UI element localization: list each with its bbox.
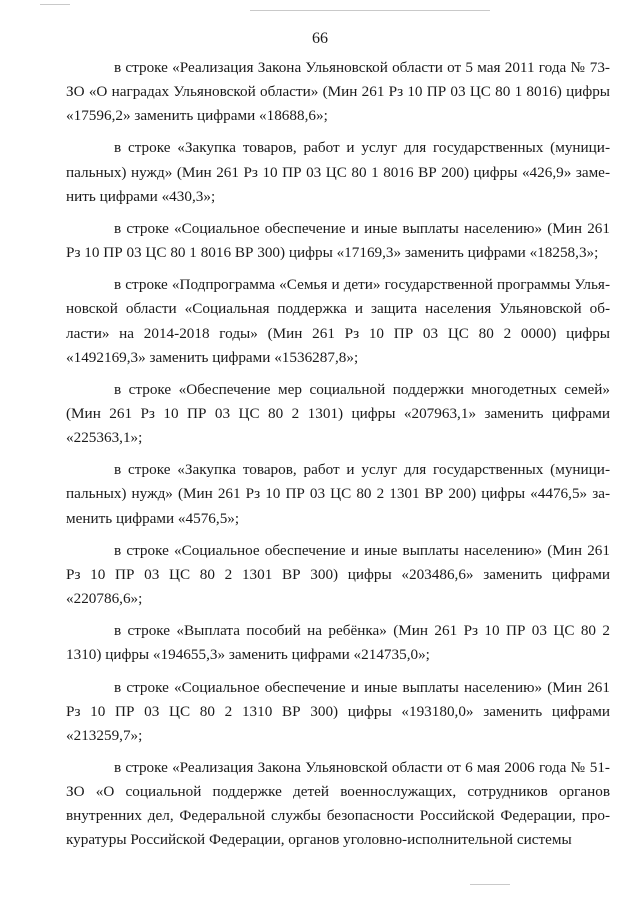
paragraph: в строке «Обеспечение мер социальной поддержки многодетных семей» (Мин 261 Рз 10 ПР 03 ЦС 80 2 1301) цифры «207963,1» заменить цифрами «225363,1»; bbox=[66, 380, 610, 447]
paragraph: в строке «Социальное обеспечение и иные выплаты населению» (Мин 261 Рз 10 ПР 03 ЦС 80 2 1310 ВР 300) цифры «193180,0» заменить цифрами «213259,7»; bbox=[66, 678, 610, 744]
paragraph: в строке «Реализация Закона Ульяновской области от 5 мая 2011 года № 73-ЗО «О наградах Ульяновской области» (Мин 261 Рз 10 ПР 03 ЦС 80 1 8016) цифры «17596,2» заменить цифрами «18688,6»; bbox=[66, 59, 610, 125]
paragraph: в строке «Подпрограмма «Семья и дети» государственной программы Ульяновской области «Социальная поддержка и защита населения Ульяновской области» на 2014-2018 годы» (Мин 261 Рз 10 ПР 03 ЦС 80 2 0000) цифры «1492169,3» заменить цифрами «1536287,8»; bbox=[66, 276, 610, 366]
paragraph: в строке «Выплата пособий на ребёнка» (Мин 261 Рз 10 ПР 03 ЦС 80 2 1310) цифры «194655,3» заменить цифрами «214735,0»; bbox=[66, 622, 610, 664]
document-body bbox=[66, 56, 610, 861]
paragraph: в строке «Закупка товаров, работ и услуг для государственных (муниципальных) нужд» (Мин 261 Рз 10 ПР 03 ЦС 80 2 1301 ВР 200) цифры «4476,5» заменить цифрами «4576,5»; bbox=[66, 461, 610, 527]
paragraph: в строке «Реализация Закона Ульяновской области от 6 мая 2006 года № 51-ЗО «О социальной поддержке детей военнослужащих, сотрудников органов внутренних дел, Федеральной службы безопасности Российской Федерации, прокуратуры Российской Федерации, органов уголовно-исполнительной системы bbox=[66, 759, 610, 849]
scan-artifact bbox=[40, 4, 70, 5]
scan-artifact bbox=[250, 10, 490, 11]
paragraph: в строке «Социальное обеспечение и иные выплаты населению» (Мин 261 Рз 10 ПР 03 ЦС 80 1 8016 ВР 300) цифры «17169,3» заменить цифрами «18258,3»; bbox=[66, 219, 610, 262]
paragraph: в строке «Социальное обеспечение и иные выплаты населению» (Мин 261 Рз 10 ПР 03 ЦС 80 2 1301 ВР 300) цифры «203486,6» заменить цифрами «220786,6»; bbox=[66, 541, 610, 607]
page-number: 66 bbox=[312, 30, 328, 47]
paragraph: в строке «Закупка товаров, работ и услуг для государственных (муниципальных) нужд» (Мин 261 Рз 10 ПР 03 ЦС 80 1 8016 ВР 200) цифры «426,9» заменить цифрами «430,3»; bbox=[66, 139, 610, 205]
scan-artifact bbox=[470, 884, 510, 885]
